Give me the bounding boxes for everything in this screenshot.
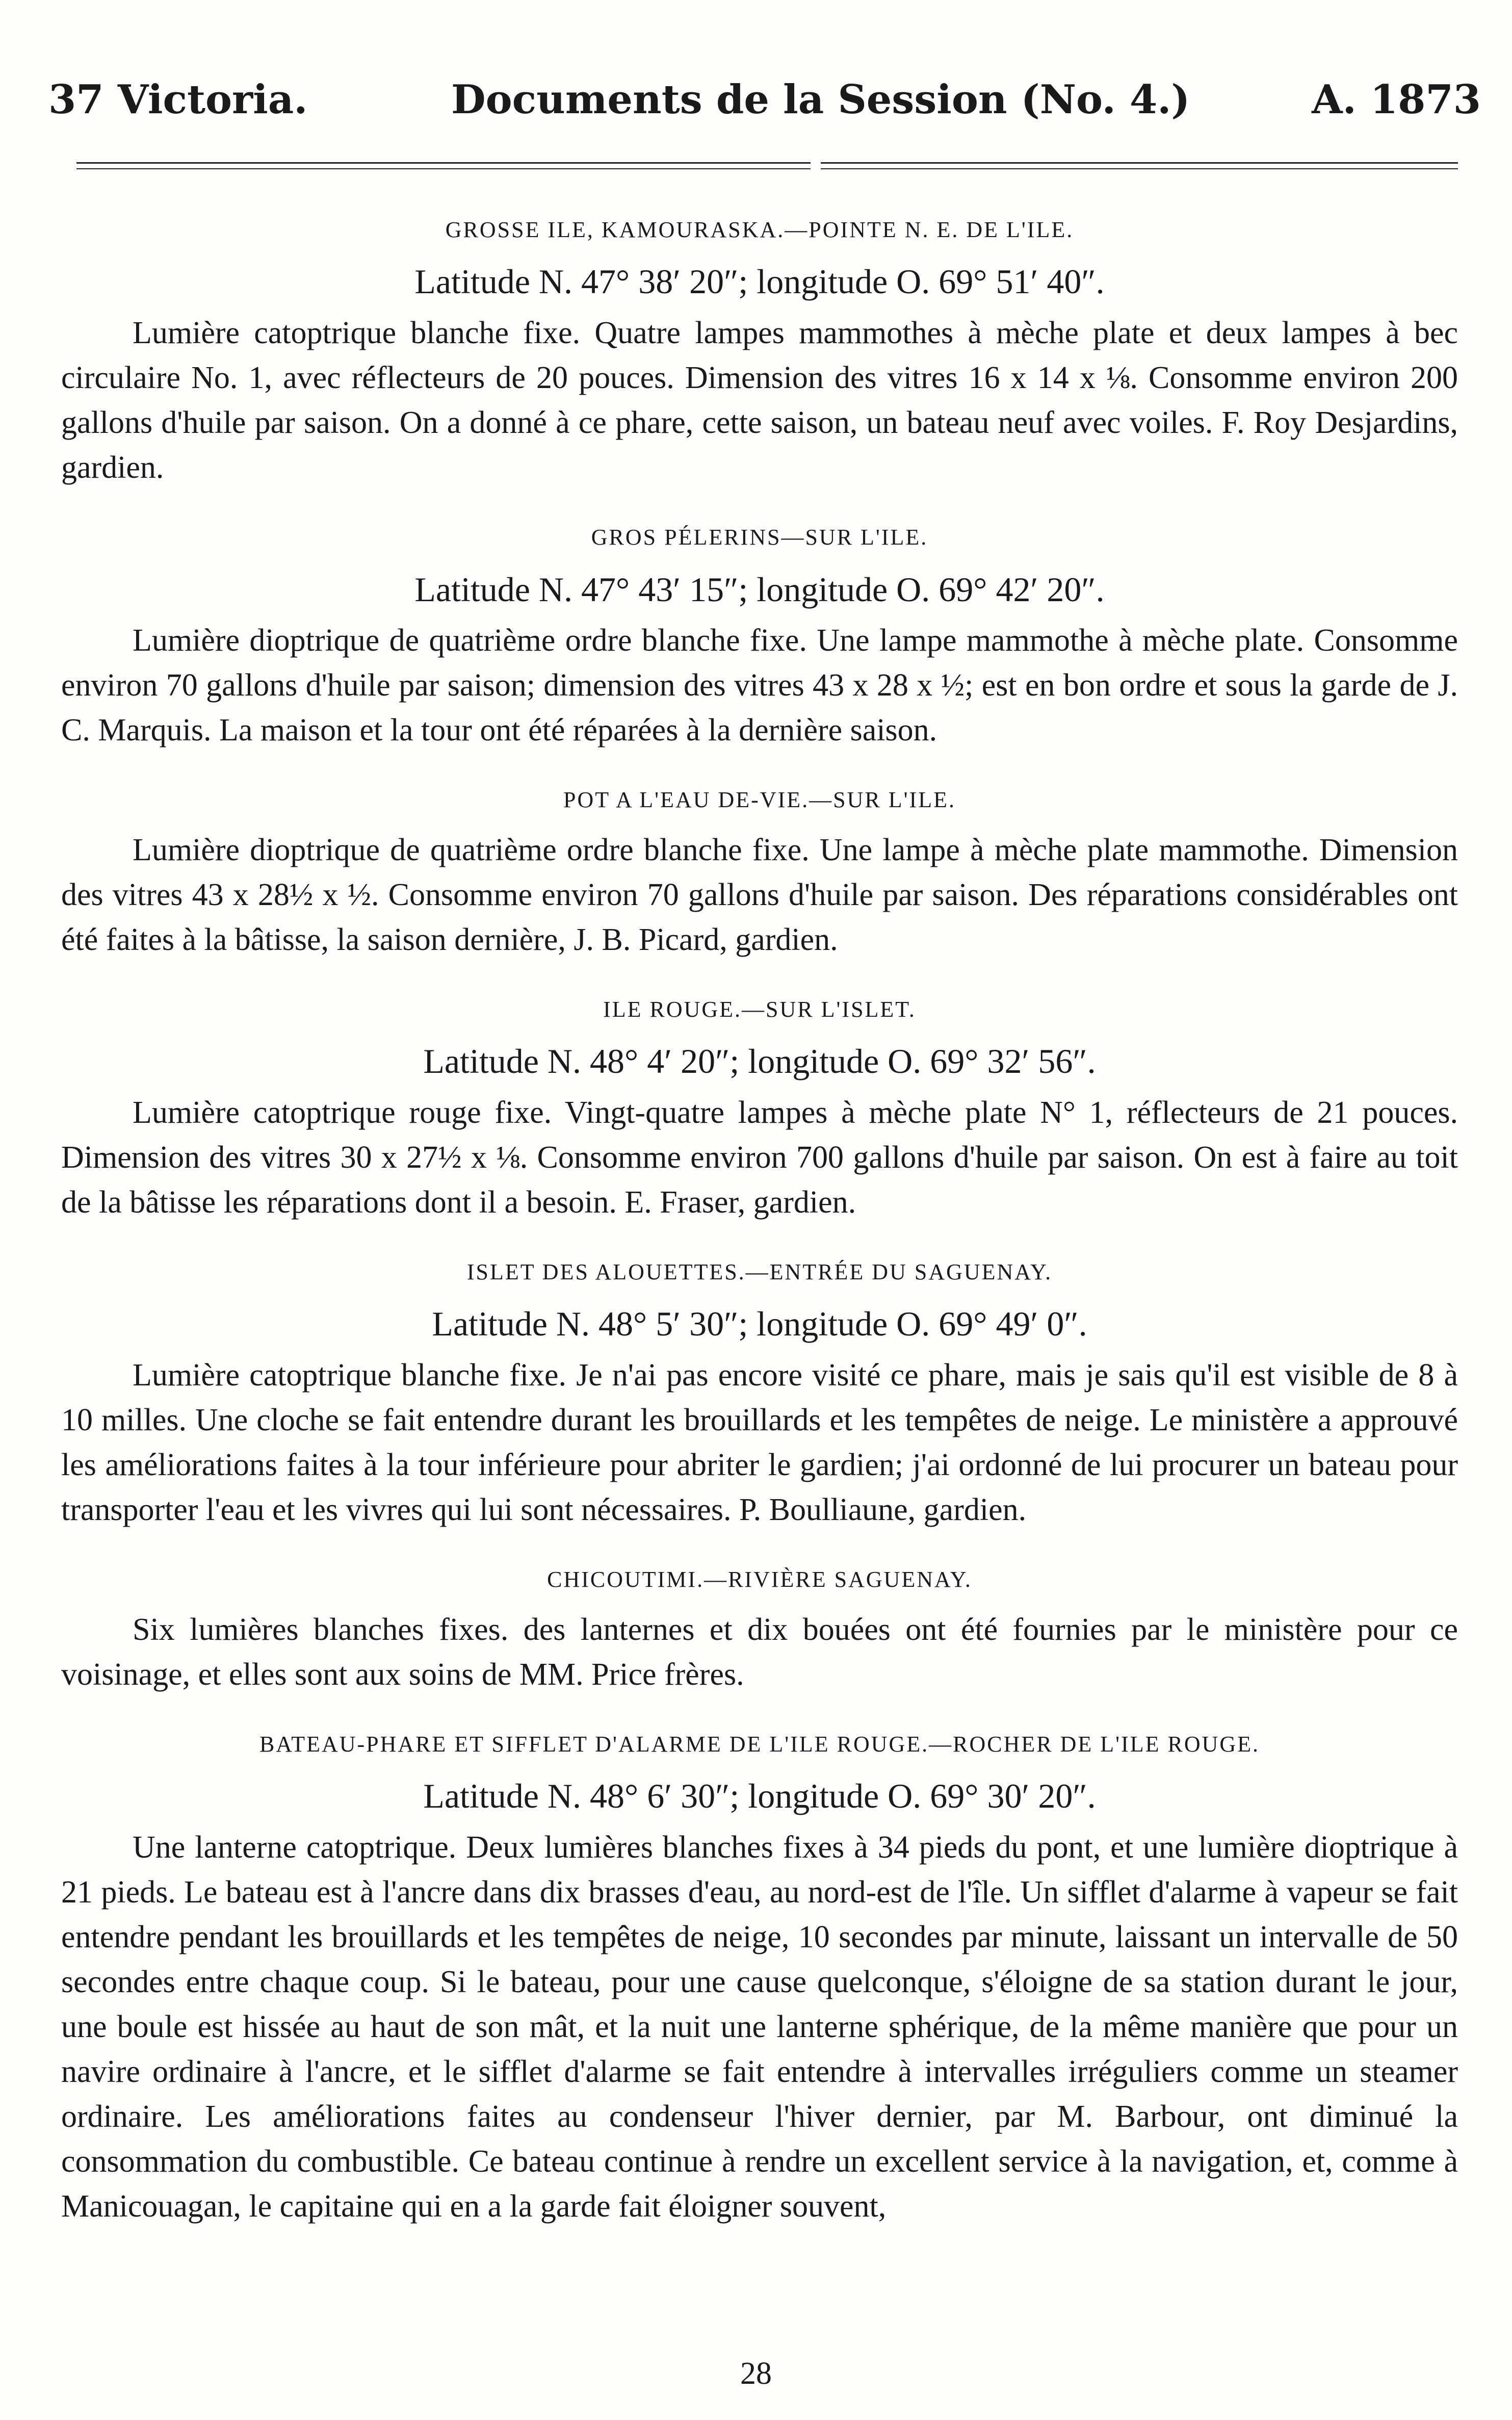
header-volume: 37 Victoria. [48, 76, 308, 123]
header-rule-right [821, 162, 1458, 164]
header-rule-left-secondary [76, 168, 811, 169]
section-coordinates: Latitude N. 48° 5′ 30″; longitude O. 69° 49′ 0″. [432, 1304, 1087, 1344]
section-coordinates: Latitude N. 47° 38′ 20″; longitude O. 69° 51′ 40″. [414, 262, 1105, 301]
section-body: Une lanterne catoptrique. Deux lumières blanches fixes à 34 pieds du pont, et une lumière dioptrique à 21 pieds. Le bateau est à l'ancre dans dix brasses d'eau, au nord-est de l'île. Un sifflet d'alarme à vapeur se fait entendre pendant les brouillards et les tempêtes de neige, 10 secondes par minute, laissant un intervalle de 50 secondes entre chaque coup. Si le bateau, pour une cause quelconque, s'éloigne de sa station durant le jour, une boule est hissée au haut de son mât, et la nuit une lanterne sphérique, de la même manière que pour un navire ordinaire à l'ancre, et le sifflet d'alarme se fait entendre à intervalles irréguliers comme un steamer ordinaire. Les améliorations faites au condenseur l'hiver dernier, par M. Barbour, ont diminué la consommation du combustible. Ce bateau continue à rendre un excellent service à la navigation, et, comme à Manicouagan, le capitaine qui en a la garde fait éloigner souvent, [61, 1830, 1458, 2224]
section-title: CHICOUTIMI.—RIVIÈRE SAGUENAY. [547, 1567, 972, 1592]
section-pot-a-leau-de-vie [61, 784, 1458, 962]
page-header [48, 76, 1481, 133]
section-coordinates: Latitude N. 48° 6′ 30″; longitude O. 69° 30′ 20″. [423, 1777, 1096, 1816]
section-title: GROS PÉLERINS—SUR L'ILE. [591, 525, 928, 550]
section-ile-rouge [61, 994, 1458, 1225]
section-body: Six lumières blanches fixes. des lanternes et dix bouées ont été fournies par le ministère pour ce voisinage, et elles sont aux soins de MM. Price frères. [61, 1612, 1458, 1692]
section-body: Lumière catoptrique rouge fixe. Vingt-quatre lampes à mèche plate N° 1, réflecteurs de 21 pouces. Dimension des vitres 30 x 27½ x ⅛. Consomme environ 700 gallons d'huile par saison. On est à faire au toit de la bâtisse les réparations dont il a besoin. E. Fraser, gardien. [61, 1095, 1458, 1220]
section-body: Lumière catoptrique blanche fixe. Je n'ai pas encore visité ce phare, mais je sais qu'il est visible de 8 à 10 milles. Une cloche se fait entendre durant les brouillards et les tempêtes de neige. Le ministère a approuvé les améliorations faites à la tour inférieure pour abriter le gardien; j'ai ordonné de lui procurer un bateau pour transporter l'eau et les vivres qui lui sont nécessaires. P. Boulliaune, gardien. [61, 1357, 1458, 1528]
section-coordinates: Latitude N. 47° 43′ 15″; longitude O. 69° 42′ 20″. [414, 570, 1105, 609]
section-islet-des-alouettes [61, 1256, 1458, 1532]
header-rule-left [76, 162, 811, 164]
section-chicoutimi [61, 1564, 1458, 1697]
section-bateau-phare [61, 1729, 1458, 2229]
section-title: BATEAU-PHARE ET SIFFLET D'ALARME DE L'ILE ROUGE.—ROCHER DE L'ILE ROUGE. [259, 1731, 1260, 1757]
section-gros-pelerins [61, 522, 1458, 753]
section-body: Lumière catoptrique blanche fixe. Quatre lampes mammothes à mèche plate et deux lampes à bec circulaire No. 1, avec réflecteurs de 20 pouces. Dimension des vitres 16 x 14 x ⅛. Consomme environ 200 gallons d'huile par saison. On a donné à ce phare, cette saison, un bateau neuf avec voiles. F. Roy Desjardins, gardien. [61, 316, 1458, 485]
page-number: 28 [740, 2356, 772, 2391]
section-title: ISLET DES ALOUETTES.—ENTRÉE DU SAGUENAY. [466, 1259, 1053, 1284]
header-rule-right-secondary [821, 168, 1458, 169]
section-title: ILE ROUGE.—SUR L'ISLET. [603, 996, 916, 1022]
section-title: GROSSE ILE, KAMOURASKA.—POINTE N. E. DE L'ILE. [445, 217, 1074, 242]
section-body: Lumière dioptrique de quatrième ordre blanche fixe. Une lampe à mèche plate mammothe. Dimension des vitres 43 x 28½ x ½. Consomme environ 70 gallons d'huile par saison. Des réparations considérables ont été faites à la bâtisse, la saison dernière, J. B. Picard, gardien. [61, 832, 1458, 957]
main-content [61, 214, 1458, 2260]
header-year: A. 1873 [1312, 76, 1481, 123]
section-coordinates: Latitude N. 48° 4′ 20″; longitude O. 69° 32′ 56″. [423, 1042, 1096, 1081]
section-grosse-ile [61, 214, 1458, 490]
section-title: POT A L'EAU DE-VIE.—SUR L'ILE. [563, 787, 956, 813]
header-title: Documents de la Session (No. 4.) [451, 76, 1190, 123]
section-body: Lumière dioptrique de quatrième ordre blanche fixe. Une lampe mammothe à mèche plate. Consomme environ 70 gallons d'huile par saison; dimension des vitres 43 x 28 x ½; est en bon ordre et sous la garde de J. C. Marquis. La maison et la tour ont été réparées à la dernière saison. [61, 623, 1458, 748]
